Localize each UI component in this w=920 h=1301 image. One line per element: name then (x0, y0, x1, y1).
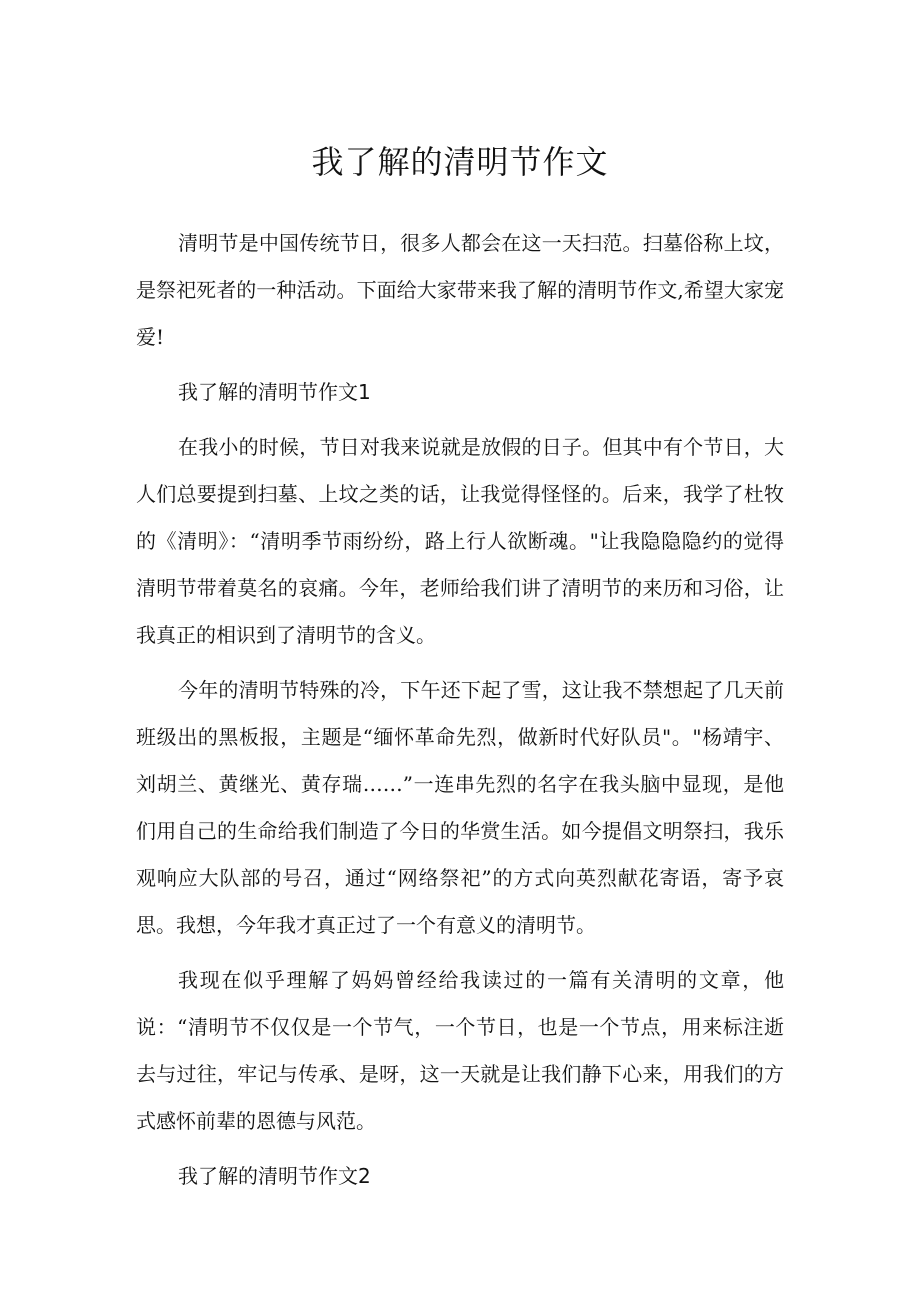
paragraph-3: 我现在似乎理解了妈妈曾经给我读过的一篇有关清明的文章，他说：“清明节不仅仅是一个节气，一个节日，也是一个节点，用来标注逝去与过往，牢记与传承、是呀，这一天就是让我们静下心来，用我们的方式感怀前辈的恩德与风范。 (136, 968, 784, 1133)
paragraph-2: 今年的清明节特殊的冷，下午还下起了雪，这让我不禁想起了几天前班级出的黑板报，主题是“缅怀革命先烈，做新时代好队员"。"杨靖宇、刘胡兰、黄继光、黄存瑞……”一连串先烈的名字在我头脑中显现，是他们用自己的生命给我们制造了今日的华赏生活。如今提倡文明祭扫，我乐观响应大队部的号召，通过“网络祭祀”的方式向英烈献花寄语，寄予哀思。我想，今年我才真正过了一个有意义的清明节。 (136, 678, 784, 937)
document-title: 我了解的清明节作文 (311, 143, 609, 181)
intro-paragraph: 清明节是中国传统节日，很多人都会在这一天扫范。扫墓俗称上坟，是祭祀死者的一种活动。下面给大家带来我了解的清明节作文,希望大家宠爱! (136, 231, 784, 349)
section-heading-2: 我了解的清明节作文2 (178, 1164, 371, 1188)
document-body (136, 220, 784, 1208)
section-heading-1: 我了解的清明节作文1 (178, 380, 371, 404)
paragraph-1: 在我小的时候，节日对我来说就是放假的日子。但其中有个节日，大人们总要提到扫墓、上坟之类的话，让我觉得怪怪的。后来，我学了杜牧的《清明》：“清明季节雨纷纷，路上行人欲断魂。"让我隐隐隐约的觉得清明节带着莫名的哀痛。今年，老师给我们讲了清明节的来历和习俗，让我真正的相识到了清明节的含义。 (136, 435, 784, 647)
